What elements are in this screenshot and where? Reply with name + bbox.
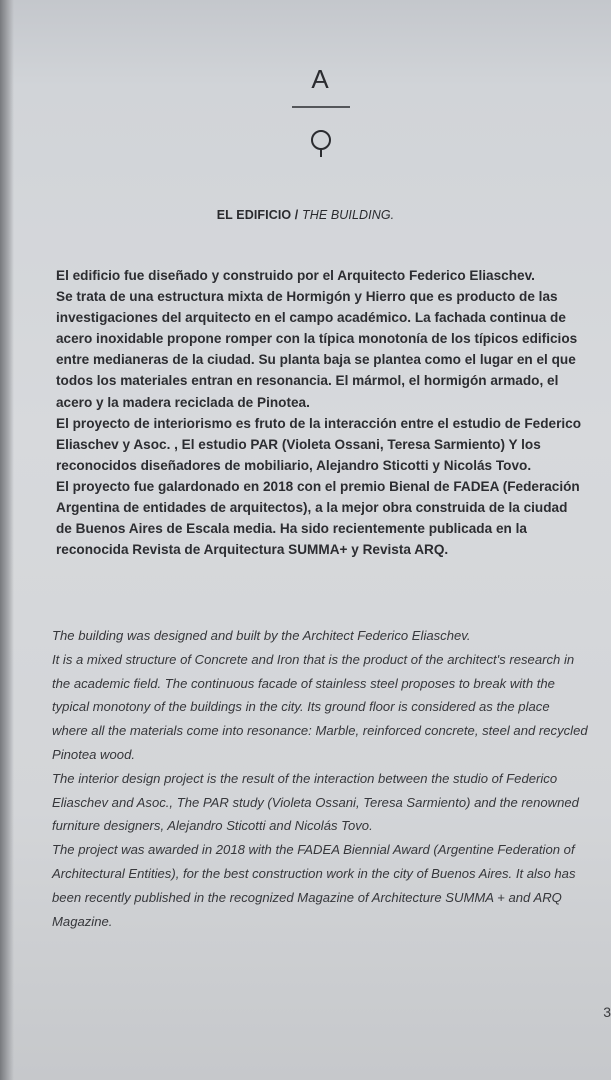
page-number: 3 xyxy=(603,1004,611,1020)
text-line: Magazine. xyxy=(52,913,113,929)
text-line: todos los materiales entran en resonancia. El mármol, el hormigón armado, el xyxy=(56,373,559,389)
text-line: reconocidos diseñadores de mobiliario, Alejandro Sticotti y Nicolás Tovo. xyxy=(56,457,532,473)
text-line: where all the materials come into resonance: Marble, reinforced concrete, steel and recycled xyxy=(52,723,588,739)
text-line: reconocida Revista de Arquitectura SUMMA+ y Revista ARQ. xyxy=(56,542,449,558)
text-line: Eliaschev y Asoc. , El estudio PAR (Violeta Ossani, Teresa Sarmiento) Y los xyxy=(56,436,541,452)
text-line: El proyecto fue galardonado en 2018 con el premio Bienal de FADEA (Federación xyxy=(56,478,580,494)
text-line: The building was designed and built by the Architect Federico Eliaschev. xyxy=(52,628,471,643)
text-line: acero inoxidable propone romper con la típica monotonía de los típicos edificios xyxy=(56,331,578,347)
text-line: de Buenos Aires de Escala media. Ha sido recientemente publicada en la xyxy=(56,521,527,537)
text-line: furniture designers, Alejandro Sticotti and Nicolás Tovo. xyxy=(52,818,373,834)
text-line: Pinotea wood. xyxy=(52,746,135,762)
text-line: entre medianeras de la ciudad. Su planta baja se plantea como el lugar en el que xyxy=(56,352,576,368)
text-line: typical monotony of the buildings in the city. Its ground floor is considered as the place xyxy=(52,699,550,715)
heading-spanish: EL EDIFICIO / xyxy=(216,208,302,222)
text-line: El proyecto de interiorismo es fruto de la interacción entre el estudio de Federico xyxy=(56,415,581,431)
text-line: been recently published in the recognized Magazine of Architecture SUMMA + and ARQ xyxy=(52,889,562,905)
spanish-paragraph xyxy=(56,265,601,560)
aq-logo xyxy=(280,60,360,170)
logo-q-bowl xyxy=(312,131,330,149)
text-line: It is a mixed structure of Concrete and Iron that is the product of the architect's research in xyxy=(52,651,575,667)
text-line: Eliaschev and Asoc., The PAR study (Violeta Ossani, Teresa Sarmiento) and the renowned xyxy=(52,794,579,810)
text-line: The project was awarded in 2018 with the FADEA Biennial Award (Argentine Federation of xyxy=(52,842,575,858)
text-line: El edificio fue diseñado y construido por el Arquitecto Federico Eliaschev. xyxy=(56,268,535,283)
logo-letter-a: A xyxy=(311,64,329,94)
heading-english: THE BUILDING. xyxy=(301,208,395,222)
text-line: Architectural Entities), for the best construction work in the city of Buenos Aires. It also has xyxy=(52,865,576,881)
text-line: investigaciones del arquitecto en el campo académico. La fachada continua de xyxy=(56,310,566,326)
text-line: Argentina de entidades de arquitectos), a la mejor obra construida de la ciudad xyxy=(56,500,568,516)
text-line: Se trata de una estructura mixta de Hormigón y Hierro que es producto de las xyxy=(56,289,558,305)
text-line: The interior design project is the result of the interaction between the studio of Federico xyxy=(52,770,558,786)
english-paragraph xyxy=(52,624,607,933)
text-line: acero y la madera reciclada de Pinotea. xyxy=(56,394,310,410)
text-line: the academic field. The continuous facade of stainless steel proposes to break with the xyxy=(52,675,555,691)
section-heading xyxy=(0,208,611,222)
